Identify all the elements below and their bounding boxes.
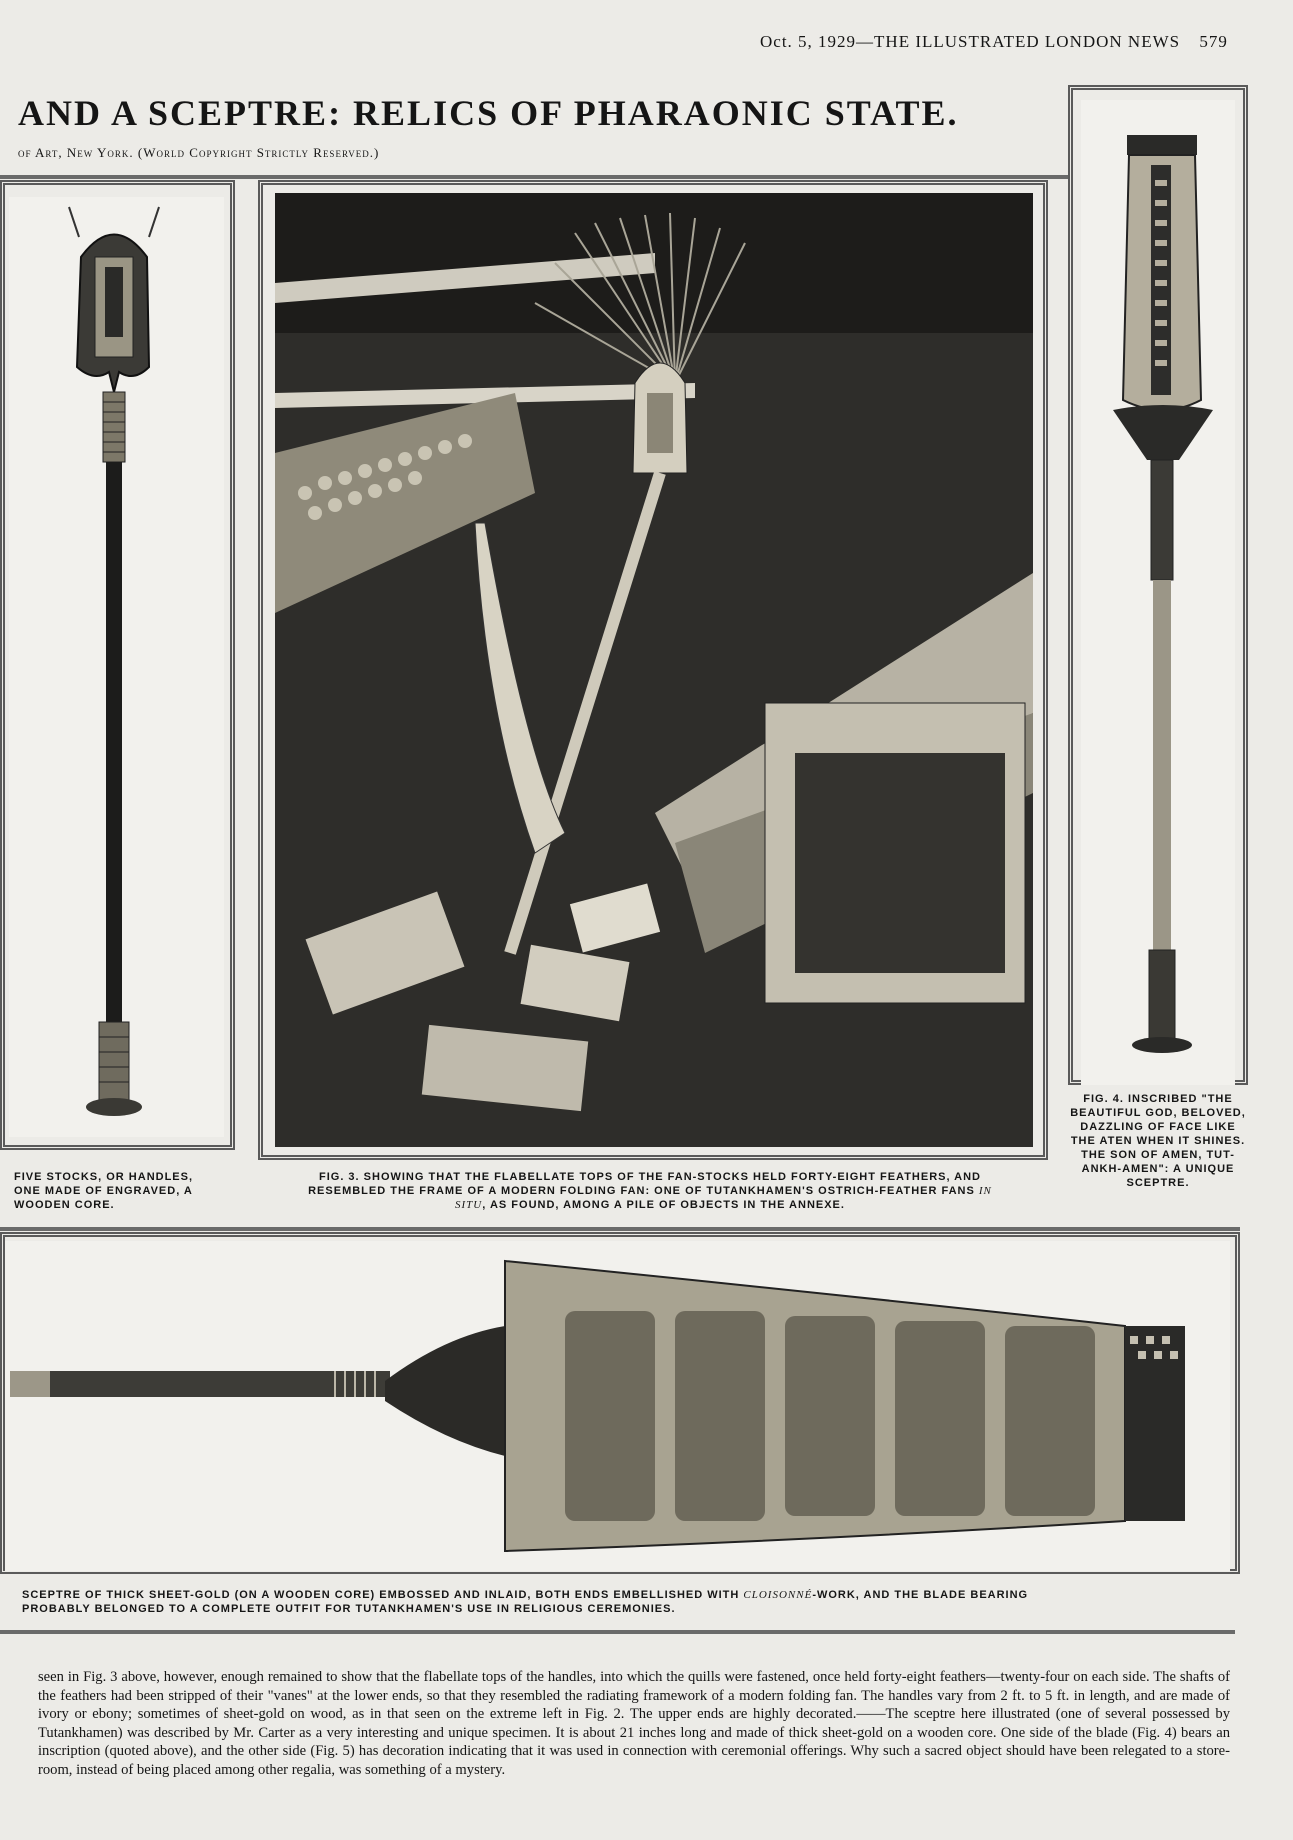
article-body: seen in Fig. 3 above, however, enough remained to show that the flabellate tops of the handles, into which the quills were fastened, once held forty-eight feathers—twenty-four on each side. The shafts of the feathers had been stripped of their "vanes" at the lower ends, so that they resembled the radiating framework of a modern folding fan. The handles vary from 2 ft. to 5 ft. in length, and are made of ivory or ebony; sometimes of sheet-gold on wood, as in that seen on the extreme left in Fig. 2. The upper ends are highly decorated.——The sceptre here illustrated (one of several possessed by Tutankhamen) was described by Mr. Carter as a very interesting and unique specimen. It is about 21 inches long and made of thick sheet-gold on a wooden core. One side of the blade (Fig. 4) bears an inscription (quoted above), and the other side (Fig. 5) has decoration indicating that it was used in connection with ceremonial offerings. Why such a sacred object should have been relegated to a store-room, instead of being placed among other regalia, was something of a mystery. <box>38 1669 1230 1778</box>
running-head-text: Oct. 5, 1929—THE ILLUSTRATED LONDON NEWS <box>760 32 1181 51</box>
caption-bottom-line-2: PROBABLY BELONGED TO A COMPLETE OUTFIT FOR TUTANKHAMEN'S USE IN RELIGIOUS CEREMONIES. <box>22 1603 676 1615</box>
caption-figure-4: FIG. 4. INSCRIBED "THE BEAUTIFUL GOD, BELOVED, DAZZLING OF FACE LIKE THE ATEN WHEN IT SHINES. THE SON OF AMEN, TUT-ANKH-AMEN": A UNIQUE SCEPTRE. <box>1070 1093 1246 1189</box>
fan-stock-illustration <box>9 197 224 1137</box>
page-number: 579 <box>1199 32 1228 51</box>
figure-4-frame <box>1068 85 1248 1085</box>
sceptre-horizontal-illustration <box>5 1241 1230 1571</box>
top-divider <box>0 175 1070 179</box>
caption-bottom-line-1 <box>22 1588 1222 1602</box>
photo-credit: of Art, New York. (World Copyright Strictly Reserved.) <box>18 145 380 160</box>
caption-bottom <box>22 1588 1222 1616</box>
lower-divider <box>0 1630 1235 1634</box>
caption-bottom-line-1-tail: -WORK, AND THE BLADE BEARING <box>812 1589 1029 1601</box>
sceptre-vertical-illustration <box>1081 100 1235 1085</box>
figure-5-photo <box>5 1241 1230 1571</box>
annexe-pile-illustration <box>275 193 1033 1147</box>
caption-figure-3 <box>300 1170 1000 1212</box>
mid-divider <box>0 1227 1240 1231</box>
caption-figure-3-tail: , AS FOUND, AMONG A PILE OF OBJECTS IN THE ANNEXE. <box>482 1199 845 1211</box>
page-title: AND A SCEPTRE: RELICS OF PHARAONIC STATE. <box>18 93 959 133</box>
figure-3-frame <box>258 180 1048 1160</box>
figure-3-photo <box>275 193 1033 1147</box>
caption-left: FIVE STOCKS, OR HANDLES, ONE MADE OF ENGRAVED, A WOODEN CORE. <box>14 1171 194 1211</box>
figure-5-frame <box>0 1232 1240 1574</box>
caption-figure-3-text: FIG. 3. SHOWING THAT THE FLABELLATE TOPS OF THE FAN-STOCKS HELD FORTY-EIGHT FEATHERS, AND RESEMBLED THE FRAME OF A MODERN FOLDING FAN: ONE OF TUTANKHAMEN'S OSTRICH-FEATHER FANS <box>308 1171 982 1197</box>
figure-4-photo <box>1081 100 1235 1085</box>
figure-fan-stock-frame <box>0 180 235 1150</box>
caption-bottom-line-1-text: SCEPTRE OF THICK SHEET-GOLD (ON A WOODEN CORE) EMBOSSED AND INLAID, BOTH ENDS EMBELLISHED WITH <box>22 1589 740 1601</box>
figure-fan-stock-photo <box>9 197 224 1137</box>
caption-figure-3-italic: IN SITU <box>455 1185 992 1211</box>
running-head <box>760 32 1228 52</box>
caption-bottom-italic: CLOISONNÉ <box>743 1589 813 1601</box>
